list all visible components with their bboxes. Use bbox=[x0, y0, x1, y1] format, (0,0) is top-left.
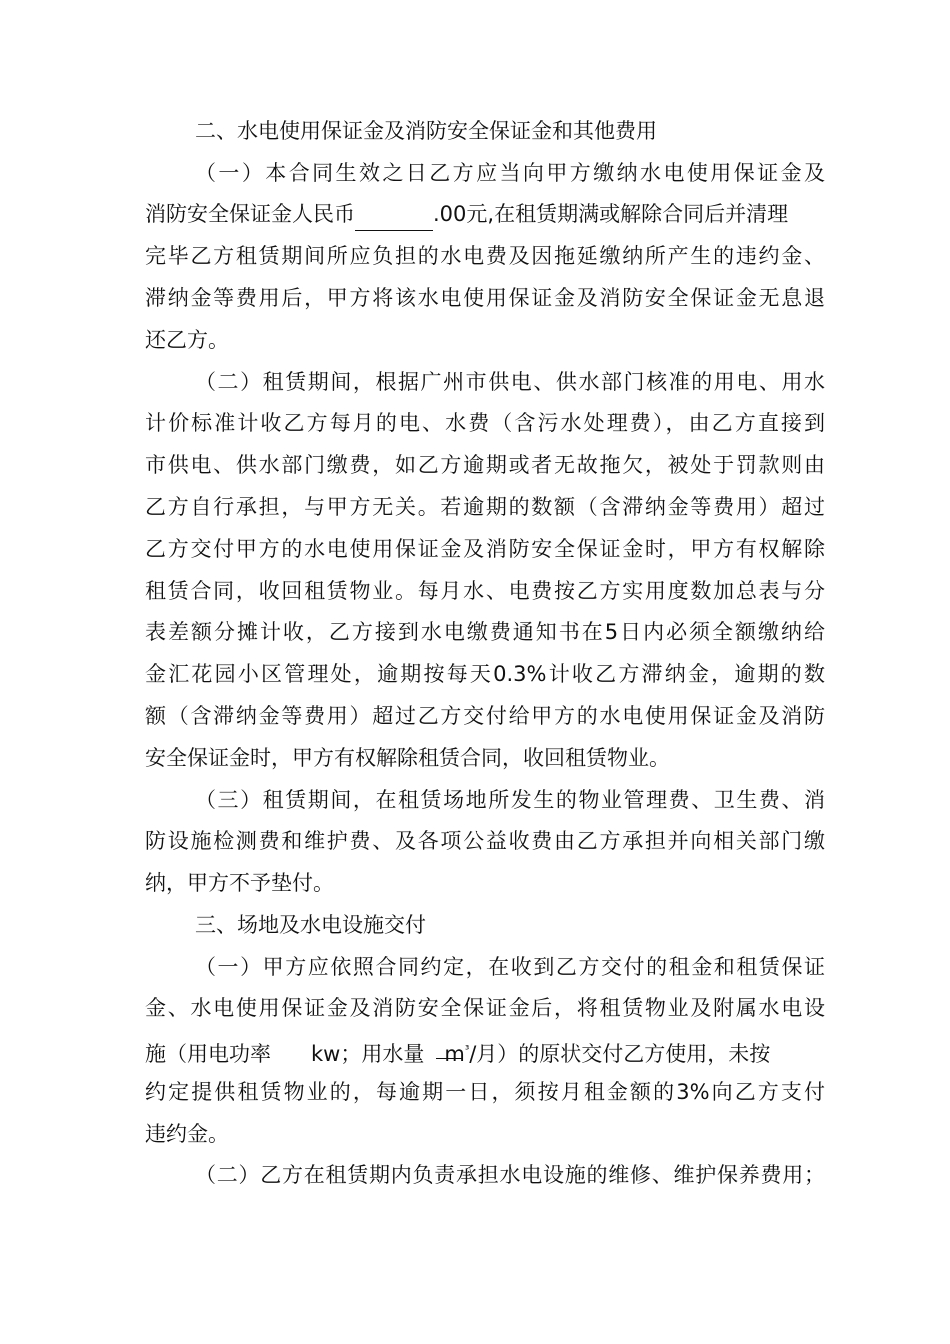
paragraph-line: 计价标准计收乙方每月的电、水费（含污水处理费），由乙方直接到 bbox=[145, 411, 825, 435]
paragraph-line: （一）本合同生效之日乙方应当向甲方缴纳水电使用保证金及 bbox=[195, 161, 825, 185]
paragraph-line: （二）租赁期间，根据广州市供电、供水部门核准的用电、用水 bbox=[195, 370, 825, 394]
paragraph-line: 租赁合同，收回租赁物业。每月水、电费按乙方实用度数加总表与分 bbox=[145, 579, 825, 603]
paragraph-line: 防设施检测费和维护费、及各项公益收费由乙方承担并向相关部门缴 bbox=[145, 829, 825, 853]
superscript-3: ³ bbox=[464, 1043, 470, 1056]
paragraph-line: 安全保证金时，甲方有权解除租赁合同，收回租赁物业。 bbox=[145, 746, 670, 770]
unit-m: m bbox=[444, 1042, 465, 1066]
paragraph-line: 市供电、供水部门缴费，如乙方逾期或者无故拖欠，被处于罚款则由 bbox=[145, 453, 825, 477]
paragraph-line: 金汇花园小区管理处，逾期按每天0.3%计收乙方滞纳金，逾期的数 bbox=[145, 662, 825, 686]
paragraph-line: 乙方自行承担，与甲方无关。若逾期的数额（含滞纳金等费用）超过 bbox=[145, 495, 825, 519]
text-run: kw；用水量 bbox=[311, 1042, 425, 1066]
paragraph-line bbox=[145, 197, 825, 231]
text-run: 施（用电功率 bbox=[145, 1042, 271, 1066]
blank-underline bbox=[355, 208, 433, 231]
paragraph-line: 额（含滞纳金等费用）超过乙方交付给甲方的水电使用保证金及消防 bbox=[145, 704, 825, 728]
blank-underline bbox=[436, 1058, 462, 1059]
paragraph-line bbox=[145, 1033, 825, 1067]
section-heading-3: 三、场地及水电设施交付 bbox=[195, 913, 426, 937]
text-run: 消防安全保证金人民币 bbox=[145, 202, 355, 226]
paragraph-line: 纳，甲方不予垫付。 bbox=[145, 871, 334, 895]
paragraph-line: 表差额分摊计收，乙方接到水电缴费通知书在5日内必须全额缴纳给 bbox=[145, 620, 825, 644]
paragraph-line: 完毕乙方租赁期间所应负担的水电费及因拖延缴纳所产生的违约金、 bbox=[145, 244, 825, 268]
paragraph-line: 违约金。 bbox=[145, 1122, 229, 1146]
paragraph-line: （二）乙方在租赁期内负责承担水电设施的维修、维护保养费用； bbox=[195, 1163, 825, 1187]
paragraph-line: 金、水电使用保证金及消防安全保证金后，将租赁物业及附属水电设 bbox=[145, 996, 825, 1020]
section-heading-2: 二、水电使用保证金及消防安全保证金和其他费用 bbox=[195, 119, 657, 143]
paragraph-line: （三）租赁期间，在租赁场地所发生的物业管理费、卫生费、消 bbox=[195, 788, 825, 812]
paragraph-line: 滞纳金等费用后，甲方将该水电使用保证金及消防安全保证金无息退 bbox=[145, 286, 825, 310]
paragraph-line: 乙方交付甲方的水电使用保证金及消防安全保证金时，甲方有权解除 bbox=[145, 537, 825, 561]
text-run: /月）的原状交付乙方使用，未按 bbox=[469, 1042, 771, 1066]
paragraph-line: 还乙方。 bbox=[145, 328, 229, 352]
paragraph-line: （一）甲方应依照合同约定，在收到乙方交付的租金和租赁保证 bbox=[195, 955, 825, 979]
text-run: .00元,在租赁期满或解除合同后并清理 bbox=[433, 202, 789, 226]
paragraph-line: 约定提供租赁物业的，每逾期一日，须按月租金额的3%向乙方支付 bbox=[145, 1080, 825, 1104]
